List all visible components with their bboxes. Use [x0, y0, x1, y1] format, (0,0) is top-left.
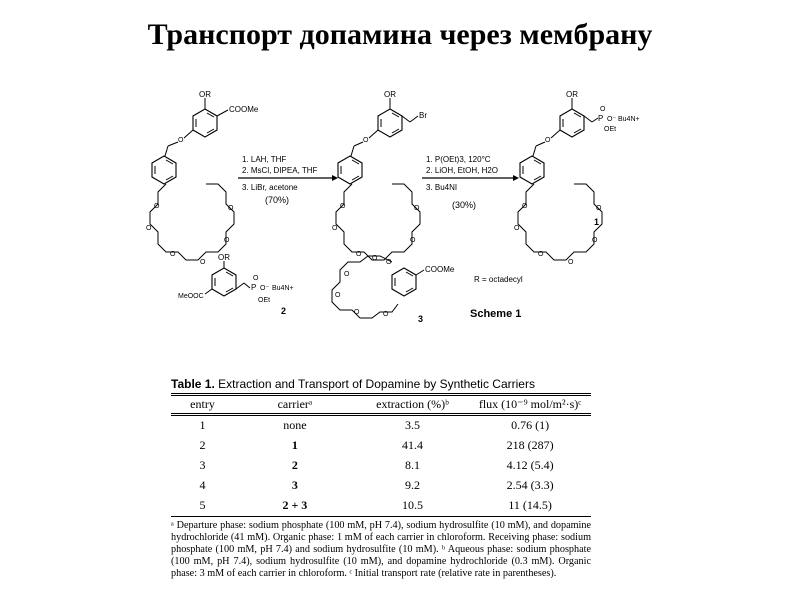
cell-entry: 1 — [199, 418, 206, 432]
step2-reagent-2: 2. LiOH, EtOH, H2O — [426, 166, 499, 175]
cell-carrier: 2 — [291, 458, 298, 472]
svg-text:O: O — [335, 292, 341, 299]
svg-text:O: O — [383, 311, 389, 318]
svg-text:O: O — [344, 271, 350, 278]
step2-yield: (30%) — [452, 200, 477, 210]
table-row — [171, 496, 591, 516]
group-p-oxo: O — [600, 106, 606, 113]
compound-1-label: 1 — [594, 217, 600, 227]
group-or-1: OR — [566, 90, 578, 99]
table-caption — [171, 377, 591, 391]
svg-text:O: O — [354, 309, 360, 316]
group-p-oxo-2: O — [253, 275, 259, 282]
header-extraction: extraction (%)ᵇ — [376, 397, 449, 411]
header-entry: entry — [190, 397, 215, 411]
svg-text:O: O — [372, 255, 378, 262]
r-definition: R = octadecyl — [474, 275, 523, 284]
cell-extraction: 9.2 — [404, 478, 420, 492]
scheme-label: Scheme 1 — [470, 308, 522, 320]
group-coome: COOMe — [229, 105, 259, 114]
group-p-ominus: O⁻ — [607, 116, 617, 123]
table-row — [171, 476, 591, 496]
header-flux: flux (10⁻⁹ mol/m²·s)ᶜ — [478, 397, 582, 411]
compound-1 — [514, 90, 640, 266]
page-title: Транспорт допамина через мембрану — [147, 18, 653, 51]
cell-carrier: 1 — [291, 438, 298, 452]
step1-reagent-1: 1. LAH, THF — [242, 155, 287, 164]
compound-3 — [332, 255, 455, 324]
svg-text:O: O — [545, 137, 551, 144]
cell-entry: 3 — [199, 458, 206, 472]
svg-text:O: O — [178, 137, 184, 144]
step2-reagent-1: 1. P(OEt)3, 120°C — [426, 155, 491, 164]
table-bottom-rule — [171, 516, 591, 517]
step1-reagent-2: 2. MsCl, DIPEA, THF — [242, 166, 318, 175]
cell-carrier: 3 — [291, 478, 298, 492]
cell-entry: 4 — [199, 478, 206, 492]
data-table — [171, 396, 591, 516]
group-oet-2: OEt — [258, 297, 271, 304]
group-p: P — [598, 114, 604, 123]
compound-2 — [178, 253, 294, 316]
cell-extraction: 8.1 — [404, 458, 420, 472]
cell-extraction: 41.4 — [401, 438, 423, 452]
svg-text:O: O — [363, 137, 369, 144]
table-row — [171, 416, 591, 436]
group-or: OR — [199, 90, 211, 99]
compound-3-label: 3 — [418, 314, 424, 324]
cell-extraction: 3.5 — [404, 418, 420, 432]
group-or-b: OR — [384, 90, 396, 99]
group-bu4n: Bu4N+ — [618, 116, 640, 123]
cell-flux: 0.76 (1) — [511, 418, 550, 432]
table-header-row — [171, 396, 591, 413]
cell-flux: 11 (14.5) — [508, 498, 552, 512]
table-row — [171, 436, 591, 456]
group-oet: OEt — [604, 126, 617, 133]
cell-entry: 2 — [199, 438, 206, 452]
cell-carrier: none — [283, 418, 307, 432]
group-or-2: OR — [218, 253, 230, 262]
cell-flux: 2.54 (3.3) — [506, 478, 554, 492]
cell-entry: 5 — [199, 498, 206, 512]
group-p-2: P — [251, 283, 257, 292]
reaction-scheme: O O O O OR COOMe O 1. LAH, THF 2. MsCl, DIPEA, THF 3. LiBr, acetone (70%) OR Br O 1. P(OEt)3, 120°C 2. LiOH, EtOH, H2O 3. Bu4NI (30%) OR P O O⁻ Bu4N+ OEt O 1 OR MeOOC P O O⁻ Bu4N+ OEt 2 O O O O O COOMe 3 R = octadecyl Scheme 1 — [4, 21, 640, 324]
step1-reagent-3: 3. LiBr, acetone — [242, 183, 298, 192]
step2-reagent-3: 3. Bu4NI — [426, 183, 458, 192]
group-bu4n-2: Bu4N+ — [272, 285, 294, 292]
step1-yield: (70%) — [265, 195, 290, 205]
table-caption-text: Extraction and Transport of Dopamine by Synthetic Carriers — [218, 377, 535, 391]
group-meooc: MeOOC — [178, 293, 204, 300]
group-p-ominus-2: O⁻ — [260, 285, 270, 292]
header-carrier: carrierᵃ — [277, 397, 313, 411]
compound-2-label: 2 — [281, 306, 287, 316]
table-footnote: ᵃ Departure phase: sodium phosphate (100 mM, pH 7.4), sodium hydrosulfite (10 mM), and dopamine hydrochloride (41 mM). Organic phase: 1 mM of each carrier in chloroform. Receiving phase: sodium phosphate (100 mM, pH 7.4) and sodium hydrosulfite (10 mM). ᵇ Aqueous phase: sodium phosphate (100 mM, pH 7.4), sodium hydrosulfite (10 mM), and dopamine hydrochloride (0.3 mM). Organic phase: 3 mM of each carrier in chloroform. ᶜ Initial transport rate (relative rate in parentheses). — [171, 520, 591, 579]
group-coome-3: COOMe — [425, 265, 455, 274]
table-row — [171, 456, 591, 476]
cell-carrier: 2 + 3 — [282, 498, 308, 512]
cell-flux: 218 (287) — [506, 438, 554, 452]
cell-extraction: 10.5 — [401, 498, 423, 512]
table-1 — [171, 377, 591, 580]
table-caption-number: Table 1. — [171, 377, 215, 391]
group-br: Br — [419, 111, 427, 120]
cell-flux: 4.12 (5.4) — [506, 458, 554, 472]
compound-bromide — [332, 90, 427, 266]
